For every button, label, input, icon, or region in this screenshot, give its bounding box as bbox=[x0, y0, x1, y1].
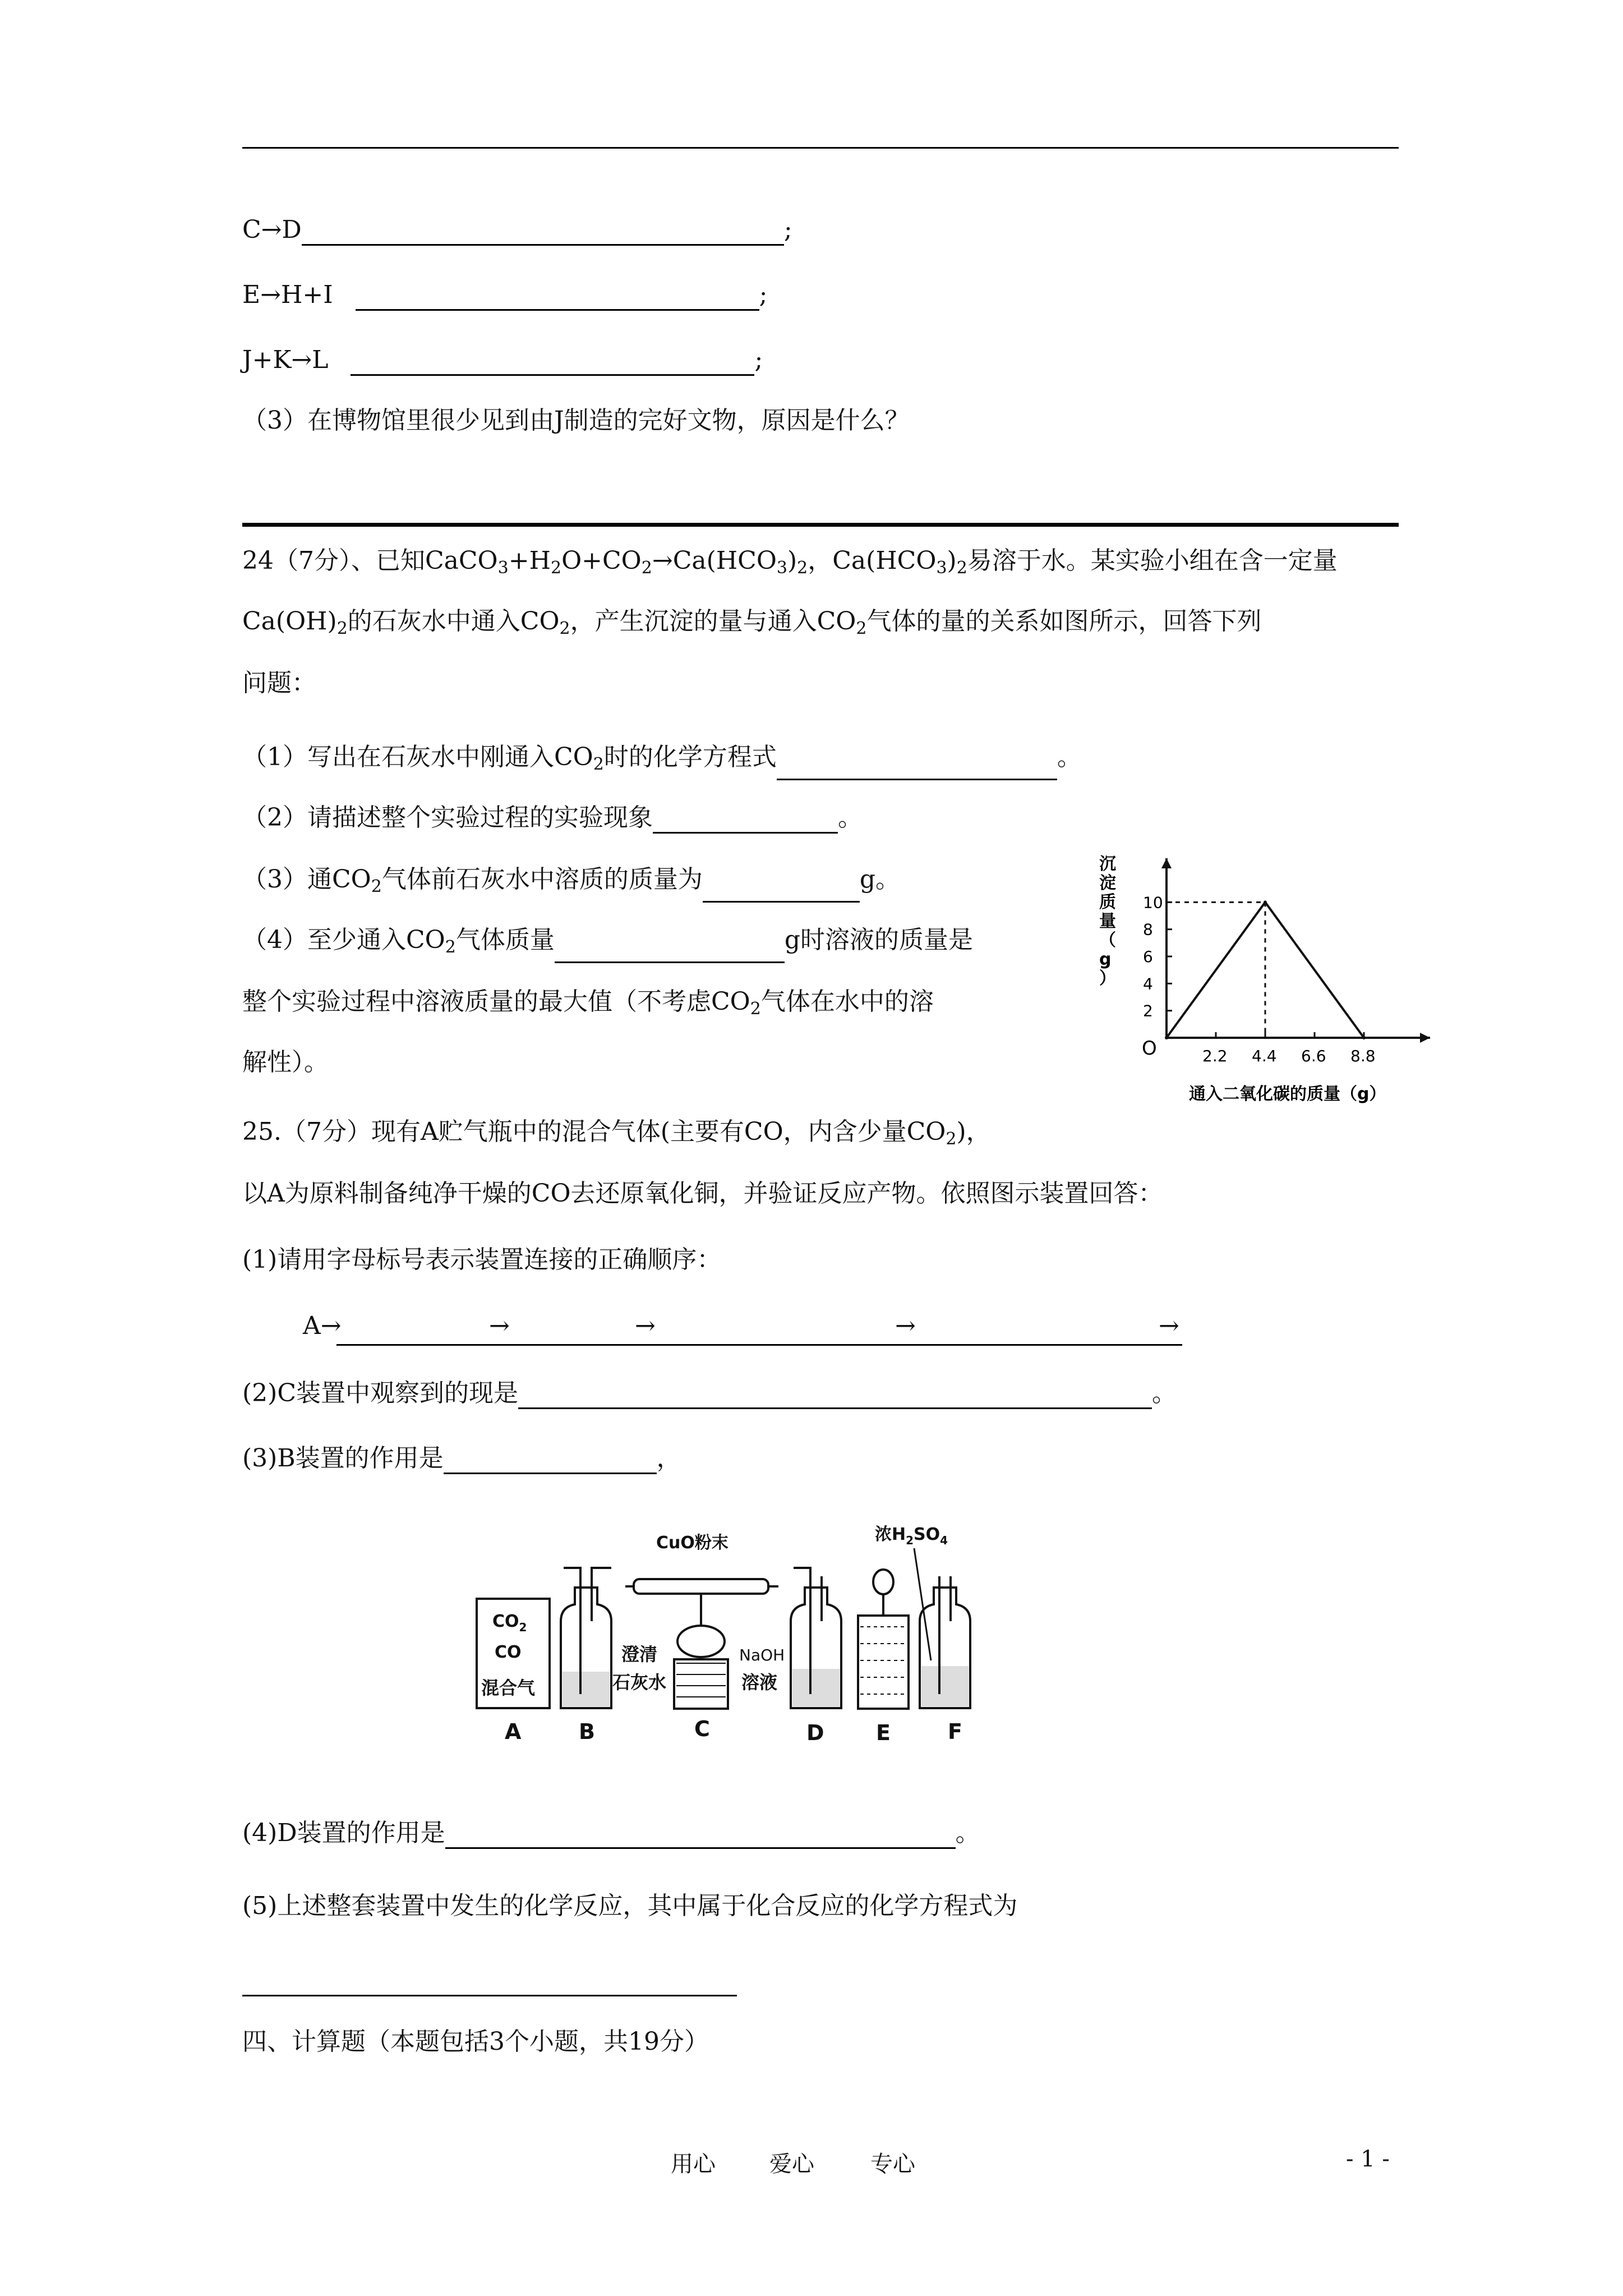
q25-q5-blank[interactable] bbox=[242, 1995, 737, 1996]
q24-question-1: （1）写出在石灰水中刚通入$CO_2$时的化学方程式 。 bbox=[242, 742, 1082, 780]
q23-jkl-line: J+K→L ; bbox=[242, 344, 763, 376]
q23-ehi-line: E→H+I ; bbox=[242, 279, 767, 311]
precipitate-chart bbox=[1088, 853, 1492, 1111]
x-axis-arrow bbox=[1420, 1033, 1430, 1043]
apparatus-a-co2: $CO_2$ bbox=[492, 1612, 527, 1634]
q24-line-3: 问题： bbox=[242, 669, 316, 697]
q23-jkl-blank[interactable] bbox=[351, 352, 754, 376]
q24-line-2: $Ca(OH)_2$的石灰水中通入$CO_2$，产生沉淀的量与通入$CO_2$气体的量的关系如图所示，回答下列 bbox=[242, 607, 1262, 638]
q23-ehi-blank[interactable] bbox=[356, 287, 759, 311]
sequence-arrow-2: → bbox=[635, 1312, 656, 1340]
apparatus-label-e: E bbox=[876, 1720, 891, 1745]
apparatus-limewater-1: 澄清 bbox=[621, 1644, 658, 1665]
apparatus-f-bottle bbox=[914, 1548, 970, 1708]
header-rule bbox=[242, 147, 1399, 149]
y-tick-label: 8 bbox=[1143, 920, 1153, 939]
sequence-arrow-3: → bbox=[895, 1312, 916, 1340]
q23-jkl-label: J+K→L bbox=[242, 346, 329, 374]
q25-question-4: (4)D装置的作用是 。 bbox=[242, 1818, 980, 1849]
apparatus-label-d: D bbox=[806, 1720, 824, 1745]
q25-q2-blank[interactable] bbox=[518, 1385, 1152, 1409]
apparatus-e-burner bbox=[858, 1570, 909, 1709]
y-tick-label: 2 bbox=[1143, 1001, 1153, 1020]
q25-line-1: 25.（7分）现有A贮气瓶中的混合气体(主要有CO，内含少量$CO_2$)， bbox=[242, 1117, 991, 1149]
sequence-underline bbox=[336, 1344, 1182, 1346]
sequence-arrow-4: → bbox=[1159, 1312, 1179, 1340]
apparatus-a-co: CO bbox=[495, 1642, 522, 1662]
apparatus-diagram bbox=[471, 1515, 987, 1761]
q24-question-4-line-3: 解性）。 bbox=[242, 1048, 329, 1076]
q24-question-2: （2）请描述整个实验过程的实验现象 。 bbox=[242, 802, 863, 834]
footer-motto-2: 爱心 bbox=[769, 2151, 814, 2177]
apparatus-a-mix: 混合气 bbox=[481, 1677, 536, 1699]
apparatus-label-f: F bbox=[948, 1719, 962, 1744]
page-number: - 1 - bbox=[1346, 2146, 1390, 2172]
q25-question-3: (3)B装置的作用是 ， bbox=[242, 1443, 681, 1474]
q23-cd-label: C→D bbox=[242, 215, 302, 244]
apparatus-conc-label: 浓$H_2SO_4$ bbox=[875, 1525, 948, 1547]
apparatus-label-b: B bbox=[579, 1719, 595, 1744]
sequence-start: A→ bbox=[303, 1312, 342, 1340]
apparatus-label-a: A bbox=[505, 1719, 522, 1744]
q24-q1-blank[interactable] bbox=[777, 756, 1057, 780]
q25-question-2: (2)C装置中观察到的现是 。 bbox=[242, 1378, 1177, 1409]
y-tick-label: 10 bbox=[1143, 893, 1163, 912]
data-point bbox=[1362, 1036, 1366, 1039]
footer-motto-3: 专心 bbox=[870, 2151, 915, 2177]
apparatus-d-bottle bbox=[791, 1568, 841, 1708]
q24-question-4: （4）至少通入$CO_2$气体质量 g时溶液的质量是 bbox=[242, 924, 973, 963]
origin-label: O bbox=[1142, 1037, 1157, 1060]
q24-question-3: （3）通$CO_2$气体前石灰水中溶质的质量为 g。 bbox=[242, 864, 900, 903]
x-tick-label: 8.8 bbox=[1350, 1047, 1376, 1065]
q25-sequence-line bbox=[303, 1310, 342, 1342]
q24-line-1: 24（7分）、已知$CaCO_3+H_2O+CO_2\to Ca(HCO_3)_2$，$Ca(HCO_3)_2$易溶于水。某实验小组在含一定量 bbox=[242, 546, 1338, 578]
q23-ehi-label: E→H+I bbox=[242, 280, 333, 309]
x-tick-label: 2.2 bbox=[1202, 1047, 1228, 1065]
x-tick-label: 6.6 bbox=[1301, 1047, 1326, 1065]
q25-line-2: 以A为原料制备纯净干燥的CO去还原氧化铜，并验证反应产物。依照图示装置回答： bbox=[242, 1179, 1163, 1208]
section-separator bbox=[242, 523, 1399, 527]
x-tick-label: 4.4 bbox=[1252, 1047, 1277, 1065]
q23-cd-line: C→D ; bbox=[242, 214, 792, 246]
y-axis-arrow bbox=[1161, 858, 1172, 868]
apparatus-naoh-2: 溶液 bbox=[741, 1672, 778, 1693]
y-axis-label: 沉淀质量（ g ） bbox=[1099, 854, 1116, 988]
x-axis-label: 通入二氧化碳的质量（g） bbox=[1189, 1084, 1386, 1104]
apparatus-naoh-1: NaOH bbox=[739, 1646, 785, 1664]
q23-question-3: （3）在博物馆里很少见到由J制造的完好文物，原因是什么？ bbox=[242, 406, 910, 435]
q23-cd-blank[interactable] bbox=[302, 222, 784, 246]
sequence-arrow-1: → bbox=[489, 1312, 510, 1340]
data-point bbox=[1165, 1036, 1168, 1039]
chart-plot-area bbox=[1099, 854, 1430, 1104]
q24-q3-blank[interactable] bbox=[703, 878, 860, 903]
q25-q3-blank[interactable] bbox=[444, 1450, 657, 1474]
apparatus-b-bottle bbox=[561, 1568, 611, 1708]
q25-question-5: (5)上述整套装置中发生的化学反应，其中属于化合反应的化学方程式为 bbox=[242, 1892, 1018, 1920]
q24-q4-blank[interactable] bbox=[555, 939, 785, 963]
data-point bbox=[1264, 900, 1267, 904]
apparatus-cuo-label: CuO粉末 bbox=[656, 1533, 728, 1553]
q24-question-4-line-2: 整个实验过程中溶液质量的最大值（不考虑$CO_2$气体在水中的溶 bbox=[242, 987, 934, 1019]
q24-q2-blank[interactable] bbox=[653, 809, 838, 834]
section-4-heading: 四、计算题（本题包括3个小题，共19分） bbox=[242, 2027, 709, 2056]
q25-question-1: (1)请用字母标号表示装置连接的正确顺序： bbox=[242, 1245, 722, 1274]
footer-motto-1: 用心 bbox=[671, 2151, 716, 2177]
apparatus-label-c: C bbox=[694, 1717, 710, 1741]
q25-q4-blank[interactable] bbox=[445, 1825, 956, 1849]
apparatus-limewater-2: 石灰水 bbox=[612, 1672, 667, 1693]
y-tick-label: 4 bbox=[1143, 974, 1153, 993]
y-tick-label: 6 bbox=[1143, 947, 1153, 966]
